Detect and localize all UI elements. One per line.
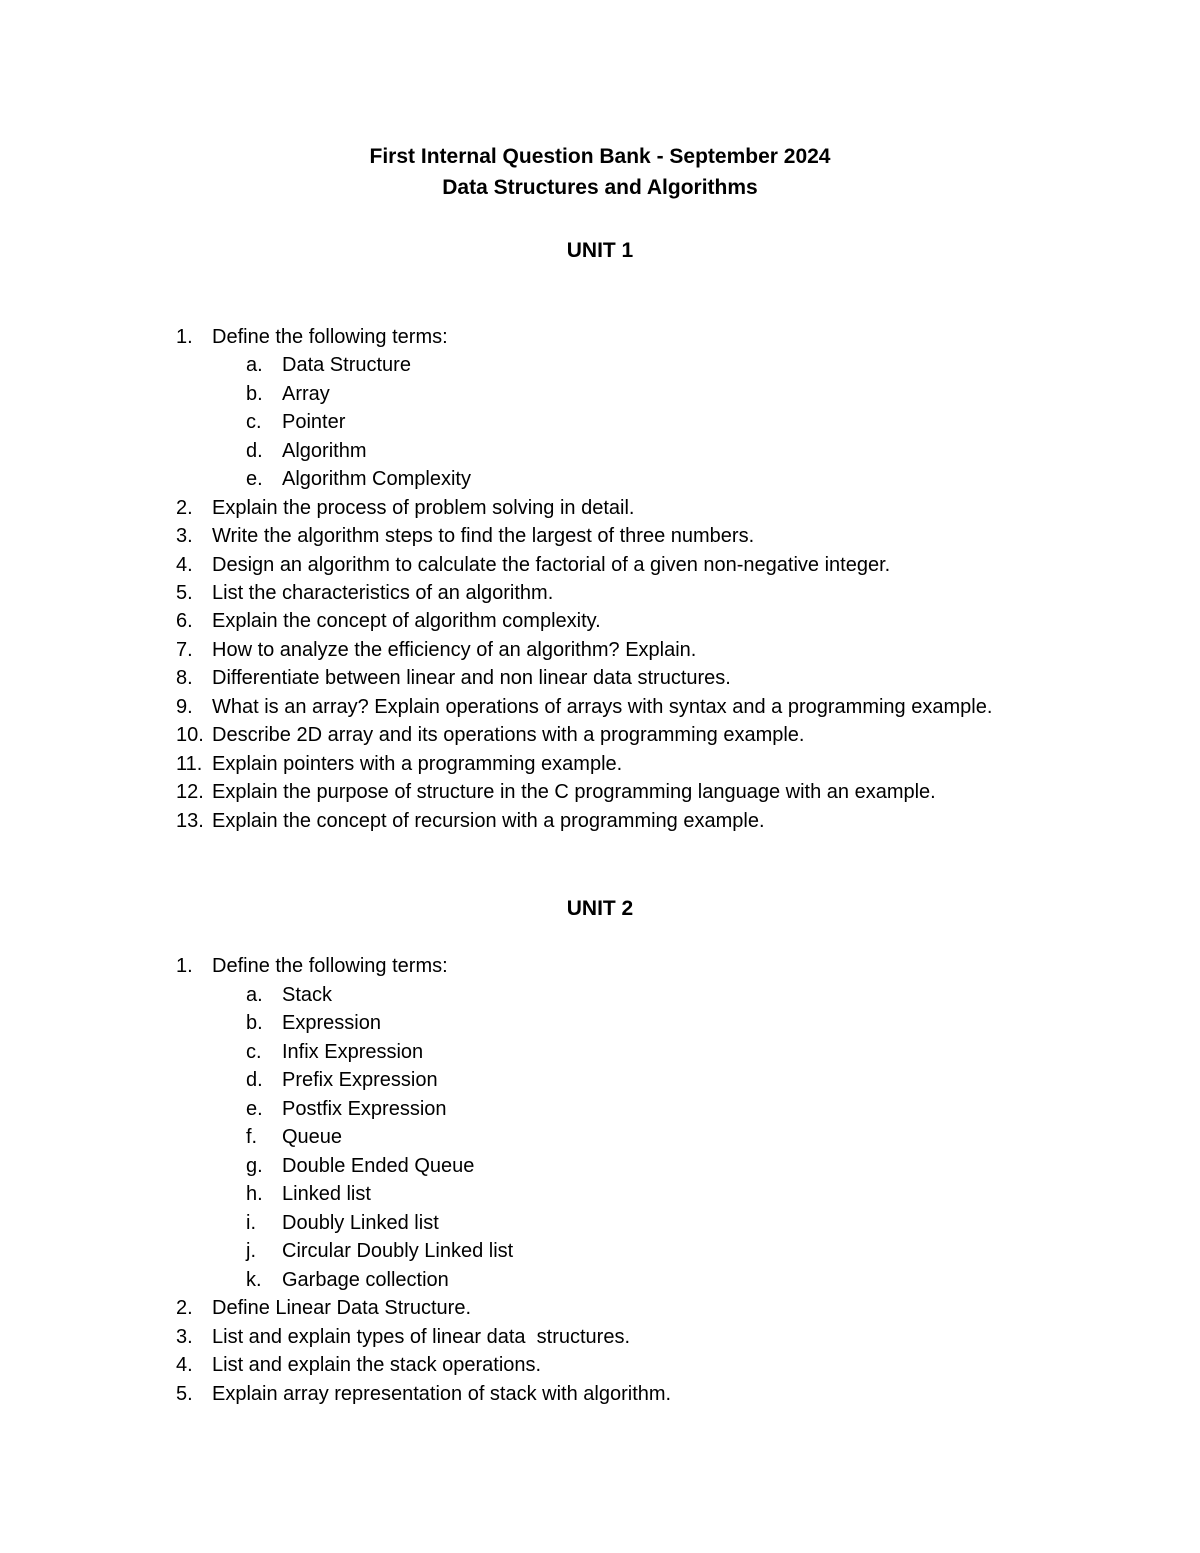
sub-label: g. — [246, 1155, 263, 1177]
question-text: Explain pointers with a programming example. — [212, 753, 623, 775]
question-number: 6. — [176, 610, 193, 632]
sub-label: a. — [246, 354, 263, 376]
sub-text: Pointer — [282, 411, 346, 433]
sub-text: Algorithm — [282, 440, 367, 462]
sub-label: d. — [246, 1069, 263, 1091]
question-text: Differentiate between linear and non linear data structures. — [212, 667, 731, 689]
sub-text: Postfix Expression — [282, 1098, 447, 1120]
question-number: 10. — [176, 724, 204, 746]
question-number: 3. — [176, 1326, 193, 1348]
question-text: Explain the concept of recursion with a programming example. — [212, 810, 765, 832]
sub-text: Algorithm Complexity — [282, 468, 471, 490]
sub-text: Linked list — [282, 1183, 371, 1205]
sub-label: i. — [246, 1212, 256, 1234]
question-number: 1. — [176, 955, 193, 977]
question-text: Explain array representation of stack with algorithm. — [212, 1383, 672, 1405]
sub-label: h. — [246, 1183, 263, 1205]
question-text: Explain the purpose of structure in the C programming language with an example. — [212, 781, 936, 803]
question-number: 11. — [176, 753, 203, 775]
sub-text: Doubly Linked list — [282, 1212, 439, 1234]
sub-label: f. — [246, 1126, 258, 1148]
sub-text: Infix Expression — [282, 1041, 424, 1063]
sub-label: b. — [246, 1012, 263, 1034]
question-text: Define the following terms: — [212, 955, 448, 977]
question-number: 1. — [176, 326, 193, 348]
sub-label: b. — [246, 383, 263, 405]
sub-label: j. — [246, 1240, 256, 1262]
sub-label: d. — [246, 440, 263, 462]
question-number: 3. — [176, 525, 193, 547]
question-number: 2. — [176, 497, 193, 519]
question-text: List the characteristics of an algorithm. — [212, 582, 554, 604]
question-number: 9. — [176, 696, 193, 718]
question-text: Define the following terms: — [212, 326, 448, 348]
question-number: 7. — [176, 639, 193, 661]
question-text: List and explain types of linear data structures. — [212, 1326, 631, 1348]
question-number: 5. — [176, 582, 193, 604]
sub-label: k. — [246, 1269, 262, 1291]
sub-text: Stack — [282, 984, 333, 1006]
sub-text: Expression — [282, 1012, 381, 1034]
sub-text: Prefix Expression — [282, 1069, 438, 1091]
sub-text: Circular Doubly Linked list — [282, 1240, 514, 1262]
question-text: Design an algorithm to calculate the factorial of a given non-negative integer. — [212, 554, 891, 576]
sub-text: Array — [282, 383, 330, 405]
sub-label: e. — [246, 1098, 263, 1120]
question-number: 5. — [176, 1383, 193, 1405]
question-text: Describe 2D array and its operations with a programming example. — [212, 724, 805, 746]
question-text: Define Linear Data Structure. — [212, 1297, 472, 1319]
sub-label: c. — [246, 1041, 262, 1063]
document-title: First Internal Question Bank - September 2024 — [369, 145, 831, 168]
question-number: 13. — [176, 810, 204, 832]
subject-title: Data Structures and Algorithms — [442, 176, 758, 199]
sub-label: e. — [246, 468, 263, 490]
question-number: 12. — [176, 781, 204, 803]
sub-text: Data Structure — [282, 354, 411, 376]
sub-label: a. — [246, 984, 263, 1006]
sub-text: Double Ended Queue — [282, 1155, 475, 1177]
question-text: How to analyze the efficiency of an algorithm? Explain. — [212, 639, 697, 661]
unit-1-heading: UNIT 1 — [566, 239, 634, 262]
sub-text: Garbage collection — [282, 1269, 449, 1291]
question-number: 2. — [176, 1297, 193, 1319]
question-number: 4. — [176, 1354, 193, 1376]
unit-2-heading: UNIT 2 — [566, 897, 634, 920]
question-number: 8. — [176, 667, 193, 689]
question-text: List and explain the stack operations. — [212, 1354, 542, 1376]
sub-label: c. — [246, 411, 262, 433]
question-text: Explain the concept of algorithm complexity. — [212, 610, 601, 632]
sub-text: Queue — [282, 1126, 343, 1148]
question-text: Explain the process of problem solving in detail. — [212, 497, 635, 519]
question-text: Write the algorithm steps to find the largest of three numbers. — [212, 525, 755, 547]
question-number: 4. — [176, 554, 193, 576]
question-text: What is an array? Explain operations of arrays with syntax and a programming example. — [212, 696, 993, 718]
